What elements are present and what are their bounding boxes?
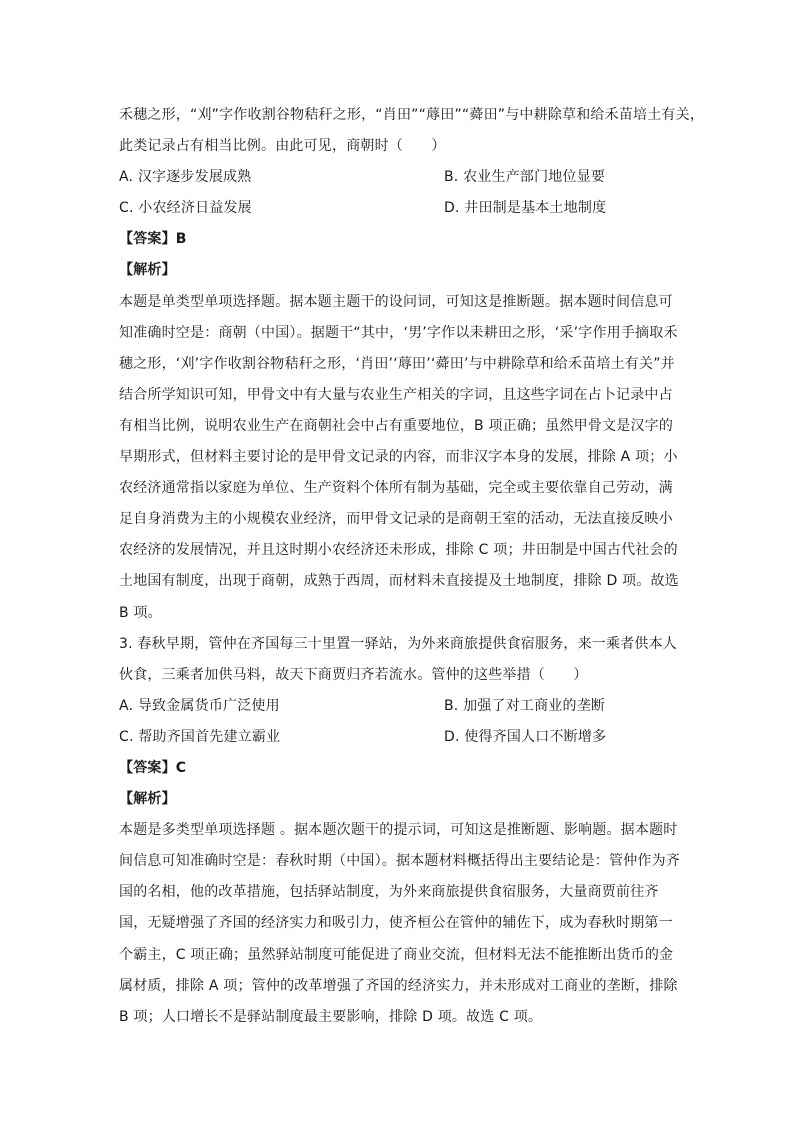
q2-stem-line-2: 此类记录占有相当比例。由此可见，商朝时（ ） <box>119 138 446 155</box>
q2-analysis-line: 早期形式，但材料主要讨论的是甲骨文记录的内容，而非汉字本身的发展，排除 A 项；小 <box>119 449 678 466</box>
q3-analysis-line: B 项；人口增长不是驿站制度最主要影响，排除 D 项。故选 C 项。 <box>119 1008 543 1025</box>
q2-analysis-label: 【解析】 <box>119 262 176 279</box>
q3-answer: 【答案】C <box>119 759 187 776</box>
q2-analysis-line: 足自身消费为主的小规模农业经济，而甲骨文记录的是商朝王室的活动，无法直接反映小 <box>119 511 673 528</box>
q2-analysis-line: 农经济通常指以家庭为单位、生产资料个体所有制为基础，完全或主要依靠自己劳动，满 <box>119 480 673 497</box>
q2-analysis-line: 农经济的发展情况，并且这时期小农经济还未形成，排除 C 项；井田制是中国古代社会的 <box>119 542 678 559</box>
q3-options-row-2 <box>119 722 679 753</box>
document-page <box>119 100 705 1033</box>
q2-options-row-1 <box>119 162 679 193</box>
q2-options-row-2 <box>119 193 679 224</box>
q3-stem-line-2: 伙食，三乘者加供马料，故天下商贾归齐若流水。管仲的这些举措（ ） <box>119 666 588 683</box>
q2-analysis-line: 本题是单类型单项选择题。据本题主题干的设问词，可知这是推断题。据本题时间信息可 <box>119 293 673 310</box>
q3-option-b: B. 加强了对工商业的垄断 <box>444 697 606 714</box>
q3-options-row-1 <box>119 691 679 722</box>
q3-analysis-label: 【解析】 <box>119 791 176 808</box>
q3-option-c: C. 帮助齐国首先建立霸业 <box>119 728 281 745</box>
q3-analysis-line: 国，无疑增强了齐国的经济实力和吸引力，使齐桓公在管仲的辅佐下，成为春秋时期第一 <box>119 915 673 932</box>
q3-analysis-line: 个霸主，C 项正确；虽然驿站制度可能促进了商业交流，但材料无法不能推断出货币的金 <box>119 946 674 963</box>
q2-option-a: A. 汉字逐步发展成熟 <box>119 169 252 186</box>
q2-answer: 【答案】B <box>119 231 187 248</box>
q2-option-b: B. 农业生产部门地位显要 <box>444 169 606 186</box>
q3-stem-line-1: 3. 春秋早期，管仲在齐国每三十里置一驿站，为外来商旅提供食宿服务，来一乘者供本人 <box>119 635 678 652</box>
q2-analysis-line: 知准确时空是：商朝（中国）。据题干“其中，‘男’字作以耒耕田之形，‘采’字作用手摘取禾 <box>119 324 678 341</box>
q3-analysis-line: 国的名相，他的改革措施，包括驿站制度，为外来商旅提供食宿服务，大量商贾前往齐 <box>119 884 659 901</box>
q2-analysis-line: B 项。 <box>119 604 162 621</box>
q3-option-d: D. 使得齐国人口不断增多 <box>444 728 607 745</box>
q2-option-c: C. 小农经济日益发展 <box>119 200 252 217</box>
q2-stem-line-1: 禾穗之形，“刈”字作收割谷物秸秆之形，“肖田”“蓐田”“蕣田”与中耕除草和给禾苗培土有关， <box>119 107 705 123</box>
q2-analysis-line: 土地国有制度，出现于商朝，成熟于西周，而材料未直接提及土地制度，排除 D 项。故选 <box>119 573 679 590</box>
q2-analysis-line: 结合所学知识可知，甲骨文中有大量与农业生产相关的字词，且这些字词在占卜记录中占 <box>119 386 673 403</box>
q2-analysis-line: 穗之形，‘刈’字作收割谷物秸秆之形，‘肖田’‘蓐田’‘蕣田’与中耕除草和给禾苗培土有关”并 <box>119 355 675 372</box>
q2-analysis-line: 有相当比例，说明农业生产在商朝社会中占有重要地位，B 项正确；虽然甲骨文是汉字的 <box>119 417 674 434</box>
q3-analysis-line: 间信息可知准确时空是：春秋时期（中国）。据本题材料概括得出主要结论是：管仲作为齐 <box>119 853 680 870</box>
q3-option-a: A. 导致金属货币广泛使用 <box>119 697 280 714</box>
q3-analysis-line: 属材质，排除 A 项；管仲的改革增强了齐国的经济实力，并未形成对工商业的垄断，排除 <box>119 977 678 994</box>
q3-analysis-line: 本题是多类型单项选择题 。据本题次题干的提示词，可知这是推断题、影响题。据本题时 <box>119 822 678 839</box>
q2-option-d: D. 井田制是基本土地制度 <box>444 200 607 217</box>
